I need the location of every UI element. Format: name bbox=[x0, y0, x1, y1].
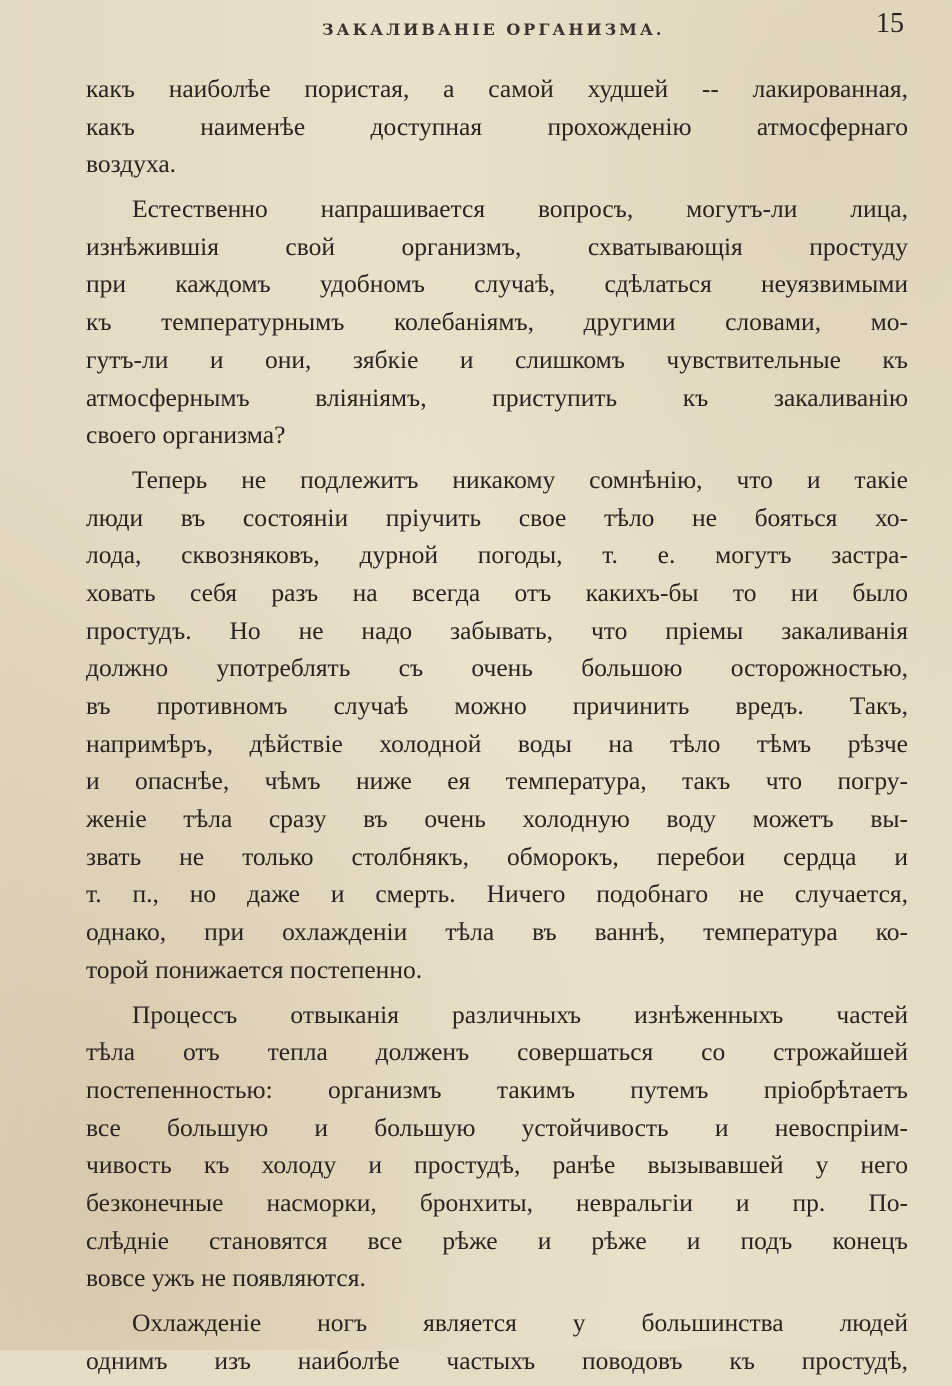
text-line: должно употреблять съ очень большою осторожностью, bbox=[86, 653, 908, 683]
text-line: Естественно напрашивается вопросъ, могутъ-ли лица, bbox=[132, 194, 908, 224]
text-line: тѣла отъ тепла долженъ совершаться со строжайшей bbox=[86, 1037, 908, 1067]
text-line: женіе тѣла сразу въ очень холодную воду можетъ вы- bbox=[86, 804, 908, 834]
text-line: и опаснѣе, чѣмъ ниже ея температура, такъ что погру- bbox=[86, 766, 908, 796]
text-line: чивость къ холоду и простудѣ, ранѣе вызывавшей у него bbox=[86, 1150, 908, 1180]
text-line: своего организма? bbox=[86, 420, 286, 450]
paragraph bbox=[86, 461, 908, 989]
paragraph bbox=[86, 996, 908, 1298]
text-line: къ температурнымъ колебаніямъ, другими словами, мо- bbox=[86, 307, 908, 337]
paragraph bbox=[86, 70, 908, 183]
text-line: воздуха. bbox=[86, 149, 177, 179]
text-line: ховать себя разъ на всегда отъ какихъ-бы то ни было bbox=[86, 577, 908, 607]
text-line: въ противномъ случаѣ можно причинить вредъ. Такъ, bbox=[86, 691, 908, 720]
body-text bbox=[86, 70, 908, 1386]
text-line: лода, сквозняковъ, дурной погоды, т. е. могутъ застра- bbox=[86, 540, 908, 570]
text-line: Процессъ отвыканія различныхъ изнѣженныхъ частей bbox=[132, 999, 908, 1029]
text-line: все большую и большую устойчивость и невоспріим- bbox=[86, 1112, 908, 1142]
text-line: изнѣжившія свой организмъ, схватывающія простуду bbox=[86, 231, 908, 261]
page-number: 15 bbox=[876, 8, 904, 39]
text-line: какъ наименѣе доступная прохожденію атмосфернаго bbox=[86, 111, 908, 141]
text-line: люди въ состояніи пріучить свое тѣло не бояться хо- bbox=[86, 502, 908, 532]
text-line: при каждомъ удобномъ случаѣ, сдѣлаться неуязвимыми bbox=[86, 269, 908, 299]
text-line: гутъ-ли и они, зябкіе и слишкомъ чувствительные къ bbox=[86, 344, 908, 374]
text-line: однако, при охлажденіи тѣла въ ваннѣ, температура ко- bbox=[86, 917, 908, 947]
text-line: слѣдніе становятся все рѣже и рѣже и подъ конецъ bbox=[86, 1225, 908, 1255]
text-line: безконечные насморки, бронхиты, невральгіи и пр. По- bbox=[86, 1187, 908, 1217]
text-line: Охлажденіе ногъ является у большинства людей bbox=[132, 1308, 908, 1337]
paragraph bbox=[86, 1304, 908, 1379]
text-line: т. п., но даже и смерть. Ничего подобнаго не случается, bbox=[86, 879, 908, 909]
text-line: вовсе ужъ не появляются. bbox=[86, 1263, 366, 1293]
text-line: звать не только столбнякъ, обморокъ, перебои сердца и bbox=[86, 841, 908, 871]
running-title: ЗАКАЛИВАНІЕ ОРГАНИЗМА. bbox=[322, 20, 665, 39]
text-line: однимъ изъ наиболѣе частыхъ поводовъ къ простудѣ, bbox=[86, 1345, 908, 1375]
text-line: простудъ. Но не надо забывать, что пріемы закаливанія bbox=[86, 615, 908, 645]
text-line: торой понижается постепенно. bbox=[86, 954, 423, 984]
text-line: атмосфернымъ вліяніямъ, приступить къ закаливанію bbox=[86, 382, 908, 412]
text-line: Теперь не подлежитъ никакому сомнѣнію, что и такіе bbox=[132, 464, 908, 494]
text-line: постепенностью: организмъ такимъ путемъ пріобрѣтаетъ bbox=[86, 1074, 908, 1104]
page-header bbox=[0, 6, 952, 46]
paragraph bbox=[86, 190, 908, 454]
text-line: напримѣръ, дѣйствіе холодной воды на тѣло тѣмъ рѣзче bbox=[86, 728, 908, 758]
text-line: какъ наиболѣе пористая, а самой худшей -- лакированная, bbox=[86, 74, 908, 103]
